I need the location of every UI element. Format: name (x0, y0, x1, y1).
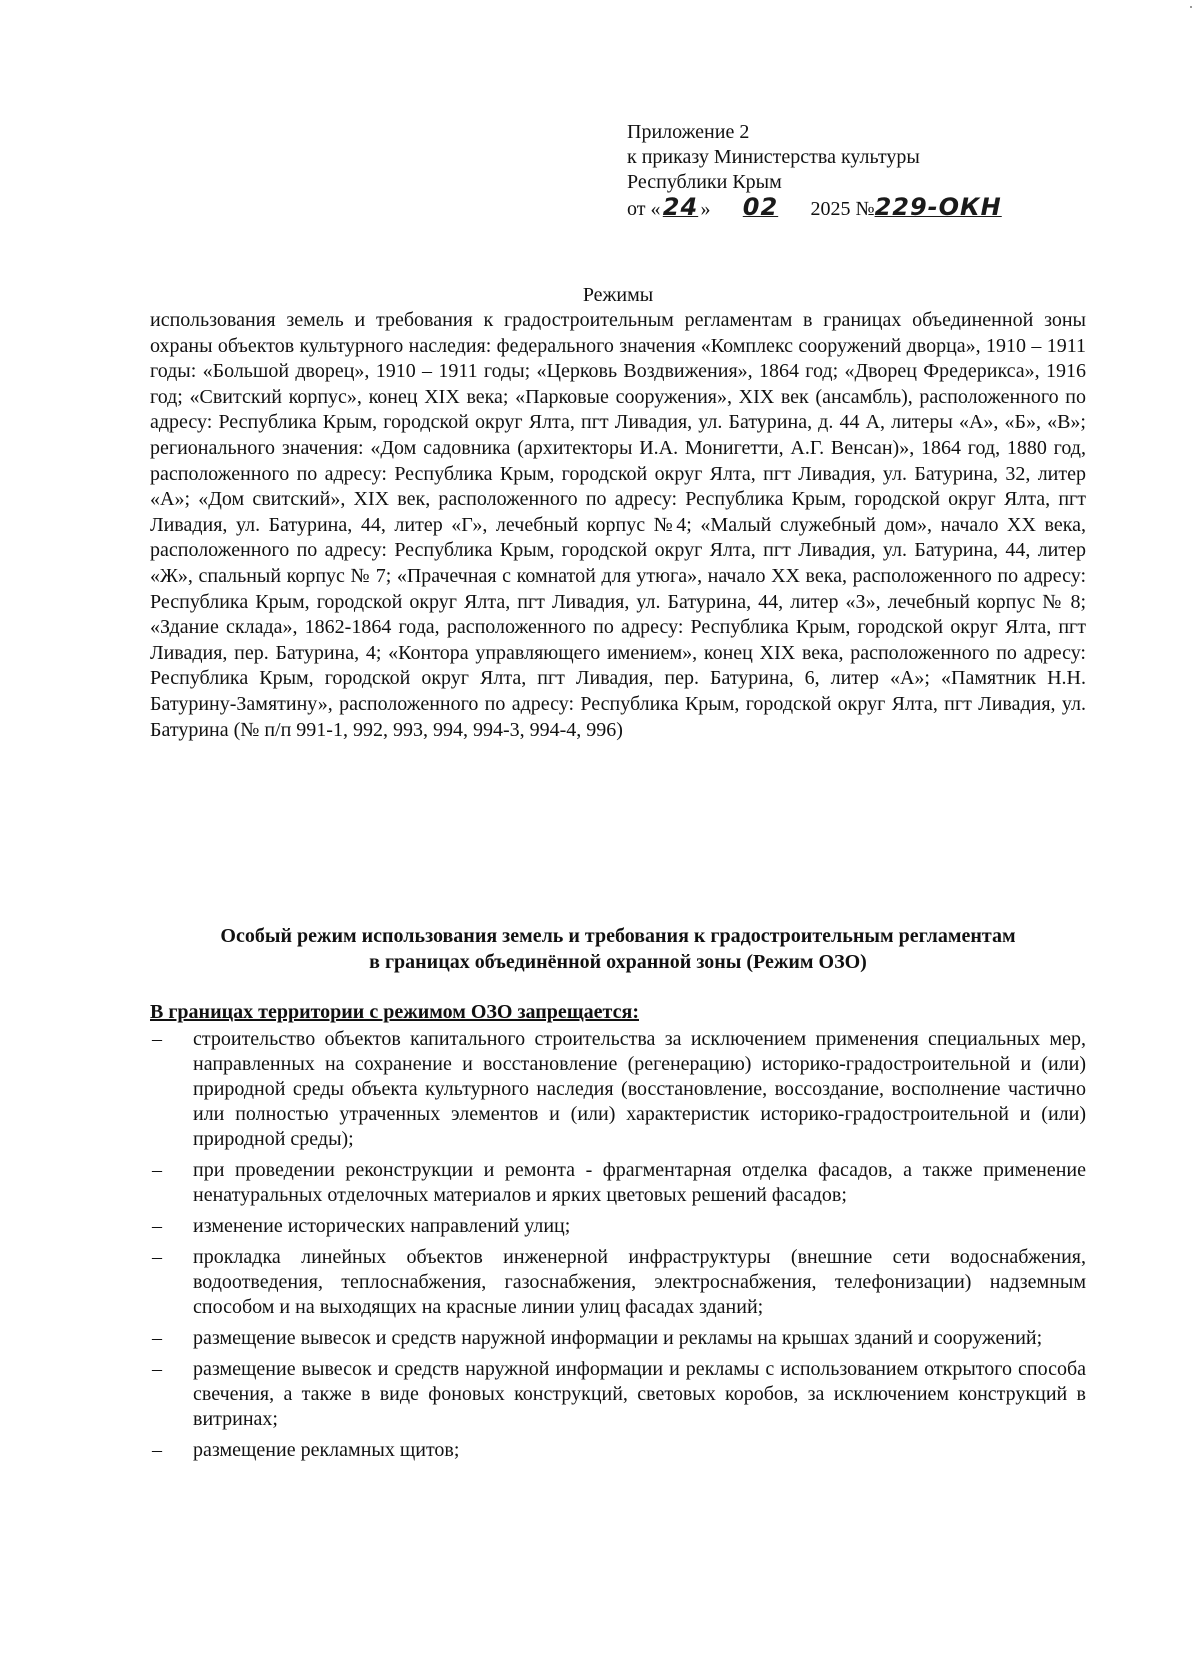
prohibited-list (150, 1027, 1086, 1469)
bullet-dash: – (152, 1215, 162, 1237)
list-item-text: размещение вывесок и средств наружной информации и рекламы с использованием открытого способа свечения, а также в виде фоновых конструкций, световых коробов, за исключением конструкций в витринах; (193, 1358, 1086, 1430)
handwritten-day: 24 (662, 193, 699, 221)
bullet-dash: – (152, 1327, 162, 1349)
scan-mark (1190, 6, 1192, 8)
list-item (150, 1326, 1086, 1351)
list-item-text: размещение вывесок и средств наружной информации и рекламы на крышах зданий и сооружений; (193, 1327, 1043, 1349)
bullet-dash: – (152, 1159, 162, 1181)
handwritten-order-number: 229-ОКН (874, 193, 1002, 221)
list-item-text: при проведении реконструкции и ремонта - фрагментарная отделка фасадов, а также применение ненатуральных отделочных материалов и ярких цветовых решений фасадов; (193, 1159, 1086, 1206)
list-item (150, 1027, 1086, 1152)
document-title: Режимы (582, 284, 654, 306)
section-heading-line-1: Особый режим использования земель и требования к градостроительным регламентам (220, 925, 1016, 947)
appendix-line-3: Республики Крым (627, 171, 782, 193)
date-mid: » (700, 198, 711, 220)
appendix-block (627, 120, 1087, 222)
date-prefix: от « (627, 198, 661, 220)
list-item-text: прокладка линейных объектов инженерной инфраструктуры (внешние сети водоснабжения, водоотведения, теплоснабжения, газоснабжения, электроснабжения, телефонизации) надземным способом и на выходящих на красные линии улиц фасадах зданий; (193, 1246, 1086, 1318)
section-heading-line-2: в границах объединённой охранной зоны (Режим ОЗО) (369, 951, 867, 973)
intro-paragraph: использования земель и требования к градостроительным регламентам в границах объединенной зоны охраны объектов культурного наследия: федерального значения «Комплекс сооружений дворца», 1910 – 1911 годы: «Большой дворец», 1910 – 1911 годы; «Церковь Воздвижения», 1864 год; «Дворец Фредерикса», 1916 год; «Свитский корпус», конец XIX века; «Парковые сооружения», XIX век (ансамбль), расположенного по адресу: Республика Крым, городской округ Ялта, пгт Ливадия, ул. Батурина, д. 44 А, литеры «А», «Б», «В»; регионального значения: «Дом садовника (архитекторы И.А. Монигетти, А.Г. Венсан)», 1864 год, 1880 год, расположенного по адресу: Республика Крым, городской округ Ялта, пгт Ливадия, ул. Батурина, 32, литер «А»; «Дом свитский», XIX век, расположенного по адресу: Республика Крым, городской округ Ялта, пгт Ливадия, ул. Батурина, 44, литер «Г», лечебный корпус №4; «Малый служебный дом», начало XX века, расположенного по адресу: Республика Крым, городской округ Ялта, пгт Ливадия, ул. Батурина, 44, литер «Ж», спальный корпус № 7; «Прачечная с комнатой для утюга», начало XX века, расположенного по адресу: Республика Крым, городской округ Ялта, пгт Ливадия, ул. Батурина, 44, литер «З», лечебный корпус № 8; «Здание склада», 1862-1864 года, расположенного по адресу: Республика Крым, городской округ Ялта, пгт Ливадия, пер. Батурина, 4; «Контора управляющего имением», конец XIX века, расположенного по адресу: Республика Крым, городской округ Ялта, пгт Ливадия, пер. Батурина, 6, литер «А»; «Памятник Н.Н. Батурину-Замятину», расположенного по адресу: Республика Крым, городской округ Ялта, пгт Ливадия, ул. Батурина (№ п/п 991-1, 992, 993, 994, 994-3, 994-4, 996) (150, 309, 1086, 741)
appendix-line-1: Приложение 2 (627, 121, 750, 143)
bullet-dash: – (152, 1439, 162, 1461)
prohibited-heading: В границах территории с режимом ОЗО запрещается: (150, 1001, 639, 1023)
appendix-date-line (627, 195, 1087, 222)
list-item (150, 1438, 1086, 1463)
list-item (150, 1214, 1086, 1239)
list-item-text: размещение рекламных щитов; (193, 1439, 460, 1461)
list-item-text: изменение исторических направлений улиц; (193, 1215, 571, 1237)
year-text: 2025 № (810, 198, 875, 220)
handwritten-month: 02 (742, 193, 779, 221)
section-heading (150, 923, 1086, 975)
list-item (150, 1158, 1086, 1208)
bullet-dash: – (152, 1028, 162, 1050)
bullet-dash: – (152, 1358, 162, 1380)
appendix-line-2: к приказу Министерства культуры (627, 146, 920, 168)
list-item-text: строительство объектов капитального строительства за исключением применения специальных мер, направленных на сохранение и восстановление (регенерацию) историко-градостроительной и (или) природной среды объекта культурного наследия (восстановление, воссоздание, восполнение частично или полностью утраченных элементов и (или) характеристик историко-градостроительной и (или) природной среды); (193, 1028, 1086, 1150)
list-item (150, 1357, 1086, 1432)
bullet-dash: – (152, 1246, 162, 1268)
list-item (150, 1245, 1086, 1320)
